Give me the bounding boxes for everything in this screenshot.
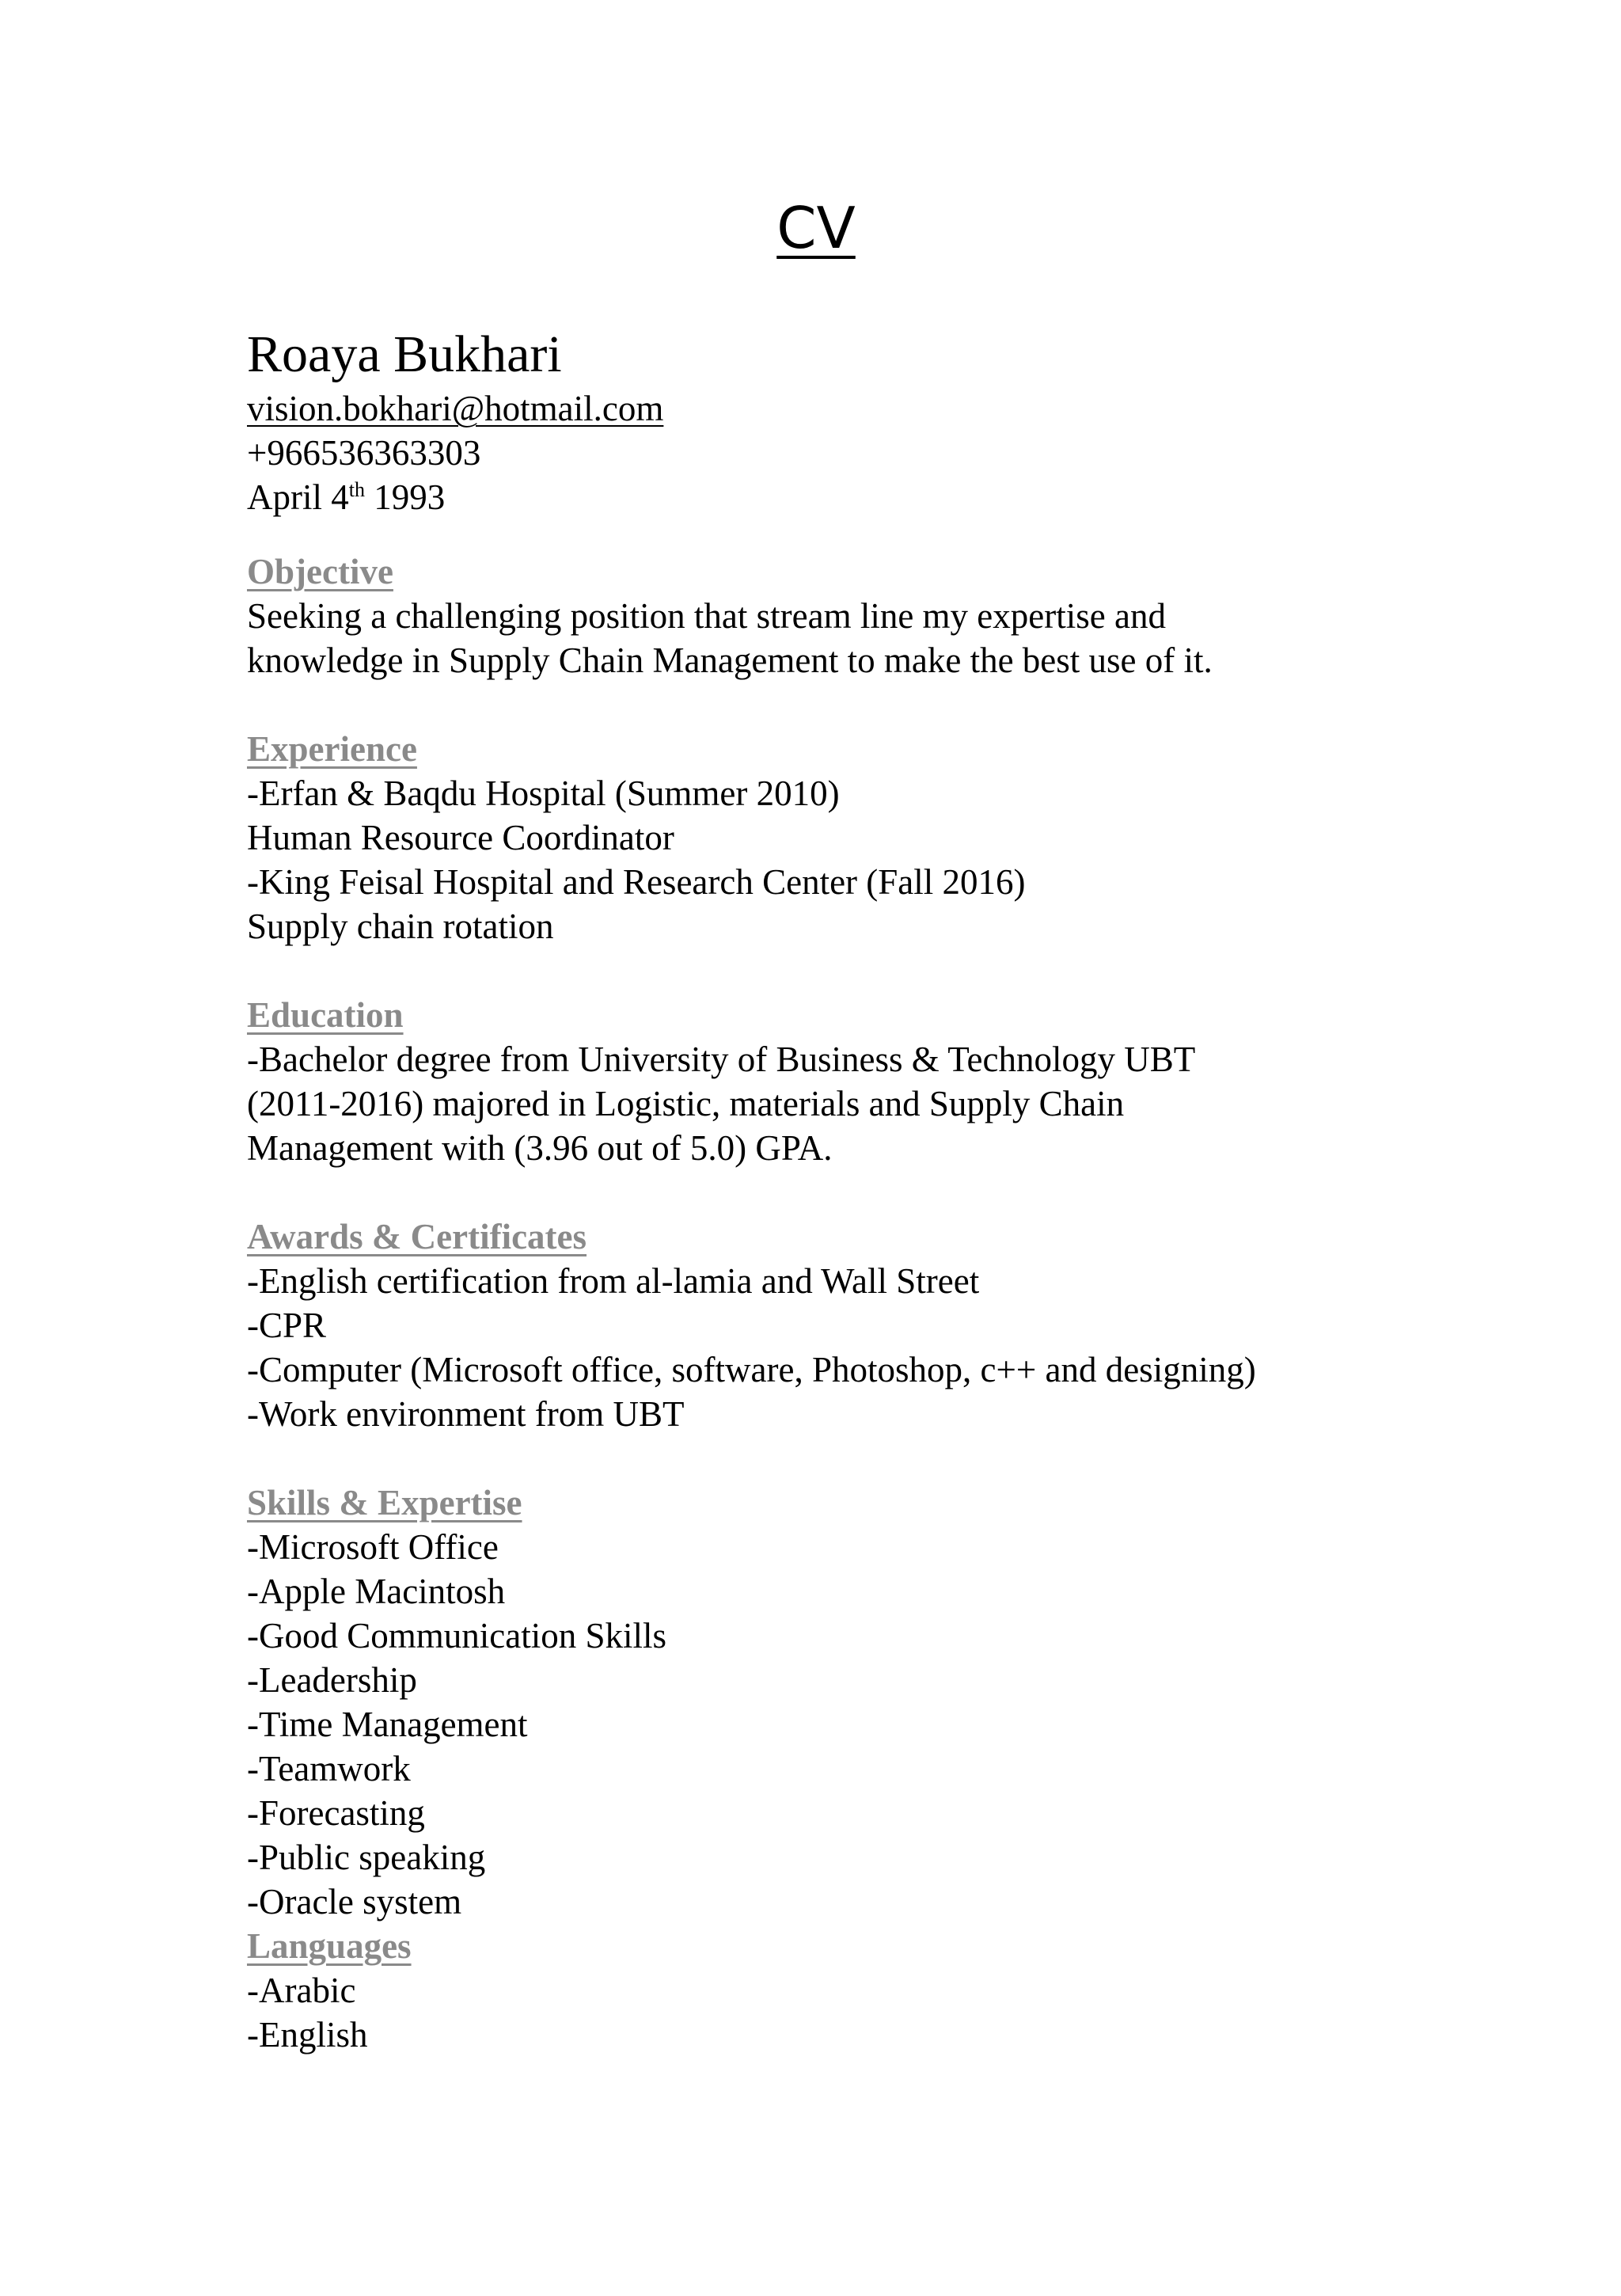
awards-line: -Computer (Microsoft office, software, Photoshop, c++ and designing) bbox=[247, 1350, 1256, 1389]
languages-heading: Languages bbox=[247, 1926, 412, 1966]
skill-item: -Teamwork bbox=[247, 1749, 411, 1789]
awards-line: -CPR bbox=[247, 1306, 327, 1345]
objective-line: Seeking a challenging position that stream line my expertise and bbox=[247, 596, 1166, 636]
skill-item: -Microsoft Office bbox=[247, 1527, 499, 1567]
education-section bbox=[247, 993, 1434, 1170]
language-item: -English bbox=[247, 2015, 368, 2055]
awards-heading: Awards & Certificates bbox=[247, 1217, 587, 1256]
skill-item: -Good Communication Skills bbox=[247, 1616, 667, 1655]
languages-section bbox=[247, 1924, 1434, 2057]
experience-heading: Experience bbox=[247, 729, 417, 769]
education-line: -Bachelor degree from University of Business & Technology UBT bbox=[247, 1040, 1196, 1079]
experience-section bbox=[247, 727, 1434, 948]
objective-section bbox=[247, 549, 1434, 682]
awards-line: -Work environment from UBT bbox=[247, 1394, 685, 1434]
education-heading: Education bbox=[247, 995, 404, 1035]
skills-section bbox=[247, 1481, 1434, 1924]
dob-year: 1993 bbox=[364, 477, 446, 517]
dob-ordinal: th bbox=[348, 478, 365, 501]
skill-item: -Apple Macintosh bbox=[247, 1572, 506, 1611]
education-line: (2011-2016) majored in Logistic, materials and Supply Chain bbox=[247, 1084, 1125, 1123]
skill-item: -Leadership bbox=[247, 1660, 417, 1700]
cv-content bbox=[247, 326, 1434, 2057]
experience-line: -Erfan & Baqdu Hospital (Summer 2010) bbox=[247, 774, 840, 813]
education-line: Management with (3.96 out of 5.0) GPA. bbox=[247, 1128, 833, 1168]
date-of-birth bbox=[247, 475, 1434, 519]
phone-number: +966536363303 bbox=[247, 433, 481, 473]
dob-month-day: April 4 bbox=[247, 477, 349, 517]
document-title: CV bbox=[776, 195, 856, 261]
email-line bbox=[247, 386, 1434, 431]
skill-item: -Public speaking bbox=[247, 1838, 486, 1877]
contact-block bbox=[247, 326, 1434, 519]
skill-item: -Time Management bbox=[247, 1705, 528, 1744]
experience-line: Human Resource Coordinator bbox=[247, 818, 674, 857]
skill-item: -Forecasting bbox=[247, 1793, 425, 1833]
awards-section bbox=[247, 1215, 1434, 1436]
skill-item: -Oracle system bbox=[247, 1882, 462, 1922]
candidate-name: Roaya Bukhari bbox=[247, 325, 562, 383]
awards-line: -English certification from al-lamia and Wall Street bbox=[247, 1261, 980, 1301]
email-link[interactable]: vision.bokhari@hotmail.com bbox=[247, 389, 664, 428]
skills-heading: Skills & Expertise bbox=[247, 1483, 522, 1522]
experience-line: Supply chain rotation bbox=[247, 907, 554, 946]
objective-line: knowledge in Supply Chain Management to make the best use of it. bbox=[247, 641, 1213, 680]
language-item: -Arabic bbox=[247, 1971, 356, 2010]
experience-line: -King Feisal Hospital and Research Center (Fall 2016) bbox=[247, 862, 1026, 902]
objective-heading: Objective bbox=[247, 552, 393, 591]
